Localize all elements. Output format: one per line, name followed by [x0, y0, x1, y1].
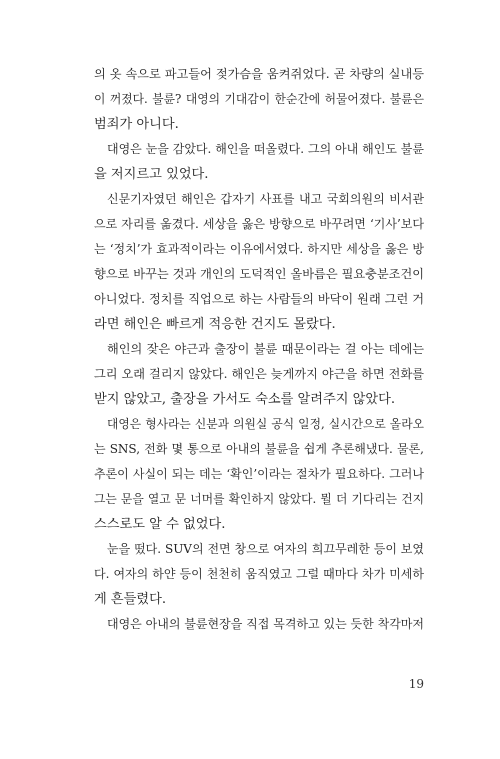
- text-line: 을 저지르고 있었다.: [94, 167, 209, 182]
- text-line: 범죄가 아니다.: [94, 117, 179, 132]
- text-line: 그는 문을 열고 문 너머를 확인하지 않았다. 뭘 더 기다리는 건지: [94, 492, 424, 506]
- text-line: 의 옷 속으로 파고들어 젖가슴을 움켜쥐었다. 곧 차량의 실내등: [94, 67, 424, 81]
- text-line: 는 SNS, 전화 몇 통으로 아내의 불륜을 쉽게 추론해냈다. 물론,: [94, 442, 424, 456]
- text-line: 눈을 떴다. SUV의 전면 창으로 여자의 희끄무레한 등이 보였: [107, 542, 424, 556]
- text-line: 해인의 잦은 야근과 출장이 불륜 때문이라는 걸 아는 데에는: [107, 342, 424, 356]
- text-line: 대영은 형사라는 신분과 의원실 공식 일정, 실시간으로 올라오: [107, 417, 424, 431]
- text-line: 대영은 눈을 감았다. 해인을 떠올렸다. 그의 아내 해인도 불륜: [107, 142, 424, 156]
- text-line: 스스로도 알 수 없었다.: [94, 517, 226, 532]
- text-line: 아니었다. 정치를 직업으로 하는 사람들의 바닥이 원래 그런 거: [94, 292, 424, 306]
- text-line: 그리 오래 걸리지 않았다. 해인은 늦게까지 야근을 하면 전화를: [94, 367, 424, 381]
- text-line: 라면 해인은 빠르게 적응한 건지도 몰랐다.: [94, 317, 336, 332]
- text-line: 향으로 바꾸는 것과 개인의 도덕적인 올바름은 필요충분조건이: [94, 267, 424, 281]
- text-line: 다. 여자의 하얀 등이 천천히 움직였고 그럴 때마다 차가 미세하: [94, 567, 424, 581]
- text-line: 추론이 사실이 되는 데는 ‘확인’이라는 절차가 필요하다. 그러나: [94, 467, 424, 481]
- text-line: 으로 자리를 옮겼다. 세상을 옳은 방향으로 바꾸려면 ‘기사’보다: [94, 217, 424, 231]
- text-line: 신문기자였던 해인은 갑자기 사표를 내고 국회의원의 비서관: [107, 192, 424, 206]
- text-line: 는 ‘정치’가 효과적이라는 이유에서였다. 하지만 세상을 옳은 방: [94, 242, 424, 256]
- body-text: [94, 62, 424, 637]
- text-line: 이 꺼졌다. 불륜? 대영의 기대감이 한순간에 허물어졌다. 불륜은: [94, 92, 424, 106]
- text-line: 대영은 아내의 불륜현장을 직접 목격하고 있는 듯한 착각마저: [107, 617, 424, 631]
- page-number: 19: [408, 677, 424, 691]
- text-line: 받지 않았고, 출장을 가서도 숙소를 알려주지 않았다.: [94, 392, 396, 407]
- text-line: 게 흔들렸다.: [94, 592, 167, 607]
